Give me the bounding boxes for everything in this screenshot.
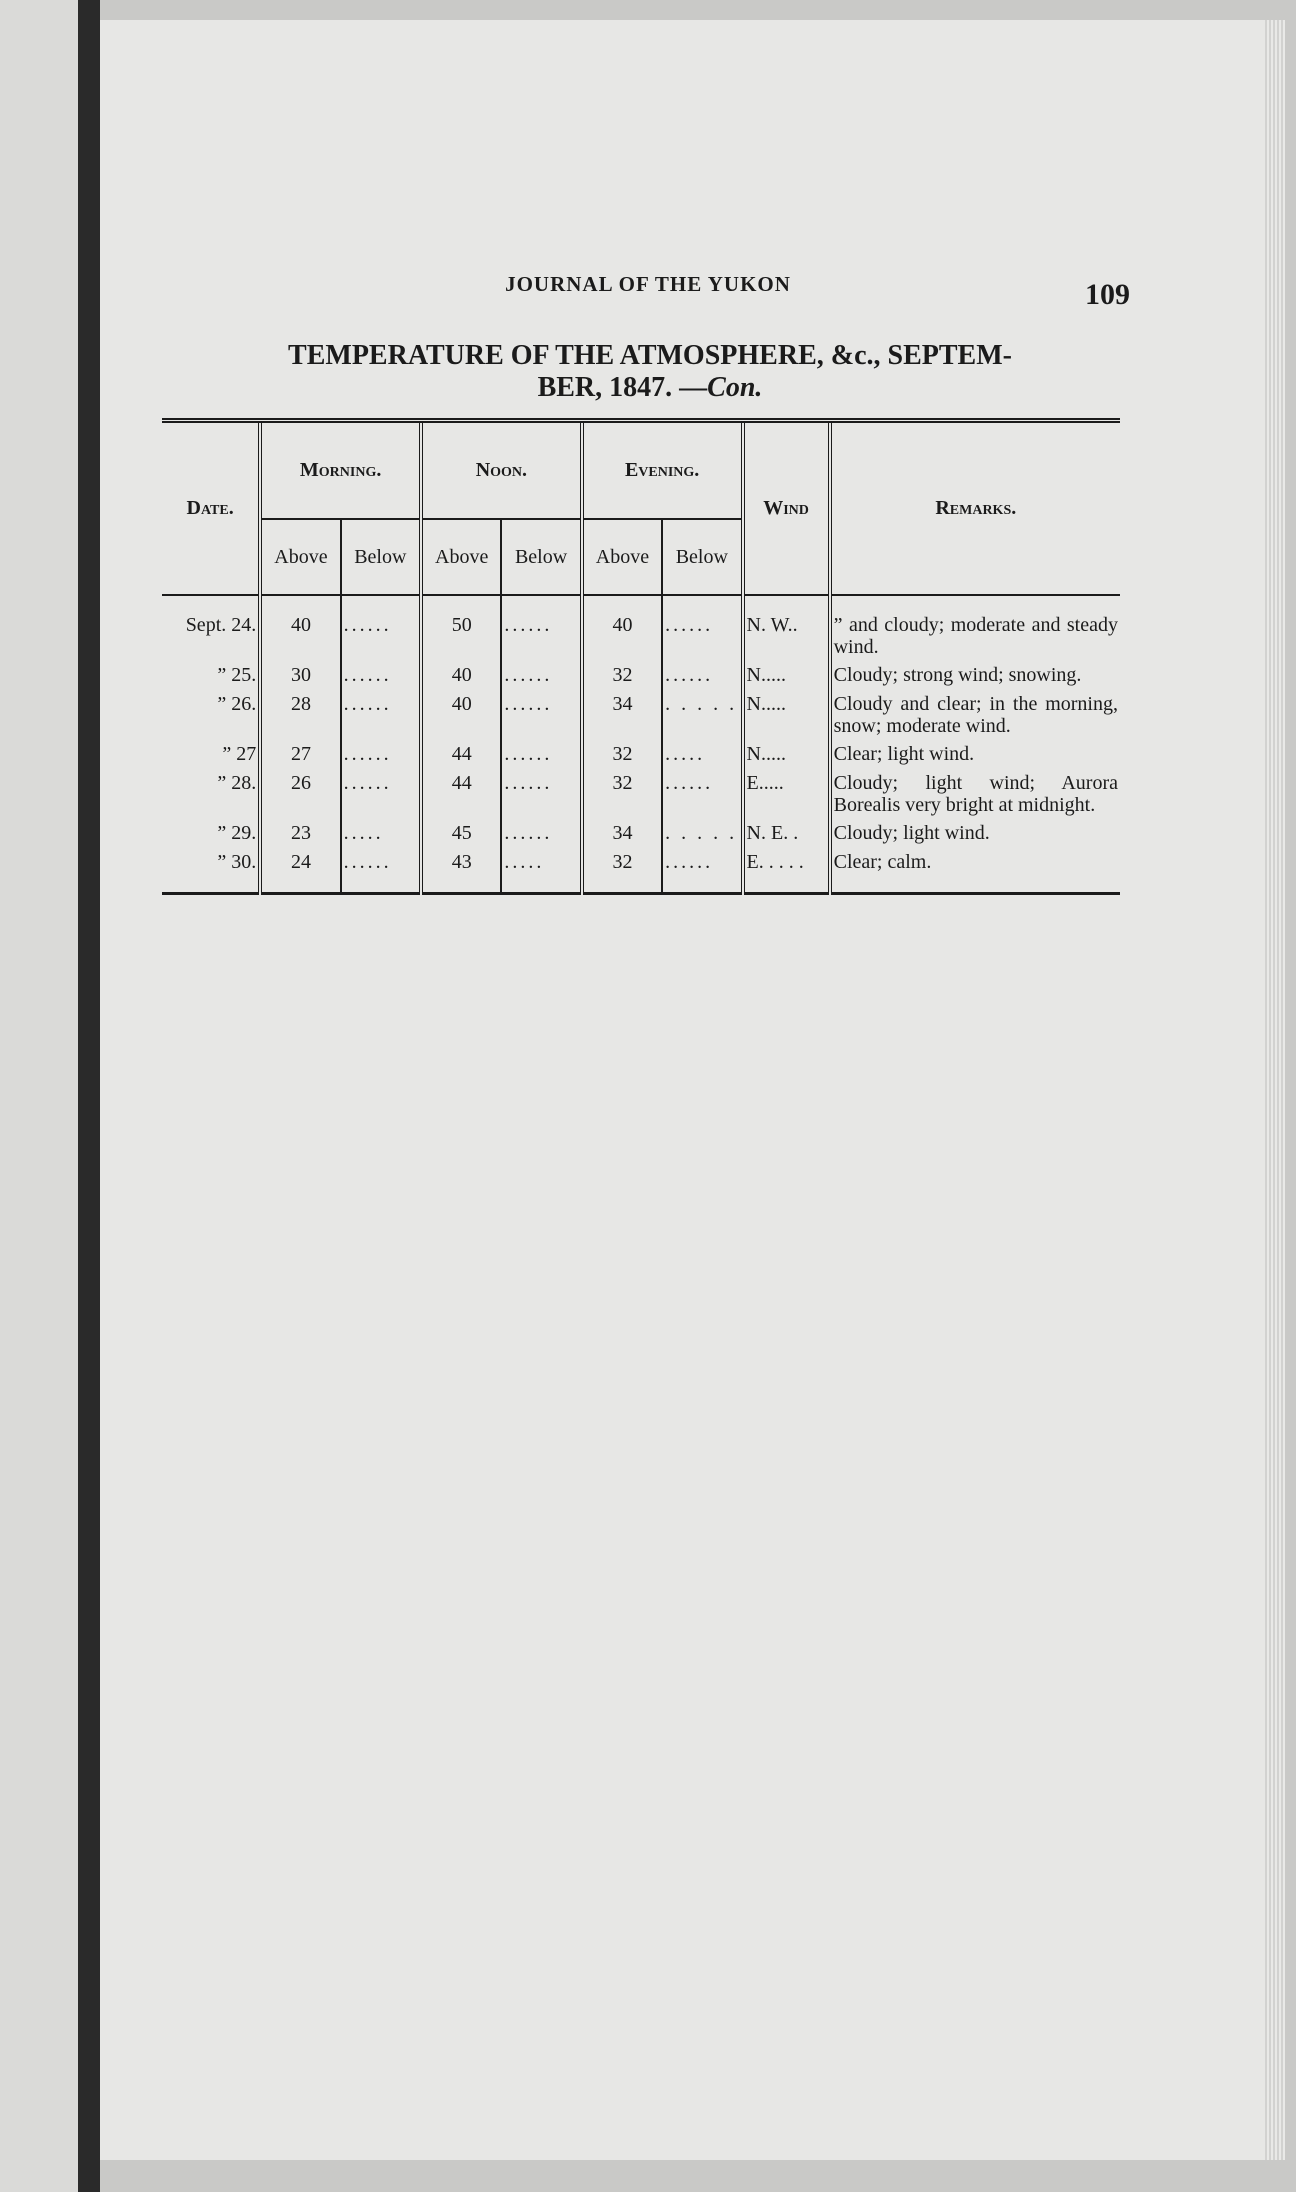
evening-below: ..... — [662, 743, 742, 772]
row-wind: N. E. . — [743, 822, 830, 851]
row-wind: E. . . . . — [743, 851, 830, 880]
morning-below: ...... — [341, 693, 421, 743]
row-remarks: Cloudy; strong wind; snowing. — [833, 664, 1082, 686]
row-wind: N..... — [743, 743, 830, 772]
evening-above: 32 — [582, 851, 662, 880]
morning-below: ...... — [341, 743, 421, 772]
table-row — [162, 693, 1120, 743]
evening-below: . . . . . — [662, 822, 742, 851]
header-noon: Noon. — [421, 421, 582, 520]
noon-below: ...... — [501, 822, 581, 851]
page-number: 109 — [1085, 278, 1130, 311]
evening-below: . . . . . — [662, 693, 742, 743]
noon-above: 40 — [421, 693, 501, 743]
header-morning-above: Above — [260, 519, 340, 594]
header-morning-below: Below — [341, 519, 421, 594]
row-remarks: Cloudy; light wind; Aurora Borealis very bright at midnight. — [833, 772, 1118, 816]
row-remarks: Cloudy and clear; in the morning, snow; moderate wind. — [833, 693, 1118, 737]
evening-below: ...... — [662, 772, 742, 822]
row-date: Sept. 24. — [162, 614, 260, 664]
evening-above: 32 — [582, 772, 662, 822]
table-row — [162, 822, 1120, 851]
noon-above: 44 — [421, 772, 501, 822]
morning-above: 24 — [260, 851, 340, 880]
evening-above: 40 — [582, 614, 662, 664]
temperature-table — [162, 418, 1120, 895]
noon-above: 43 — [421, 851, 501, 880]
noon-below: ..... — [501, 851, 581, 880]
row-wind: N..... — [743, 664, 830, 693]
evening-above: 32 — [582, 664, 662, 693]
table-row — [162, 851, 1120, 880]
row-wind: N..... — [743, 693, 830, 743]
morning-above: 26 — [260, 772, 340, 822]
header-evening-above: Above — [582, 519, 662, 594]
morning-above: 40 — [260, 614, 340, 664]
evening-above: 32 — [582, 743, 662, 772]
evening-below: ...... — [662, 664, 742, 693]
evening-above: 34 — [582, 822, 662, 851]
title-line-2-text: BER, 1847. — — [537, 372, 708, 403]
title-line-2 — [200, 372, 1100, 404]
header-noon-above: Above — [421, 519, 501, 594]
header-date: Date. — [162, 421, 260, 595]
header-remarks: Remarks. — [935, 497, 1017, 519]
noon-below: ...... — [501, 664, 581, 693]
morning-above: 23 — [260, 822, 340, 851]
header-noon-below: Below — [501, 519, 581, 594]
header-wind: Wind — [743, 421, 830, 595]
noon-above: 50 — [421, 614, 501, 664]
page-stack-edge — [1265, 20, 1285, 2160]
evening-below: ...... — [662, 851, 742, 880]
noon-below: ...... — [501, 743, 581, 772]
noon-below: ...... — [501, 772, 581, 822]
morning-above: 27 — [260, 743, 340, 772]
facing-page-edge — [0, 0, 78, 2192]
table-title — [200, 340, 1100, 404]
morning-below: ...... — [341, 664, 421, 693]
title-continued: Con. — [707, 372, 763, 403]
table-row — [162, 614, 1120, 664]
row-date: ” 28. — [162, 772, 260, 822]
morning-above: 30 — [260, 664, 340, 693]
noon-below: ...... — [501, 614, 581, 664]
title-line-1: TEMPERATURE OF THE ATMOSPHERE, &c., SEPTEM- — [288, 340, 1012, 371]
row-remarks: ” and cloudy; moderate and steady wind. — [833, 614, 1118, 658]
table-row — [162, 772, 1120, 822]
table-row — [162, 664, 1120, 693]
morning-below: ...... — [341, 772, 421, 822]
noon-below: ...... — [501, 693, 581, 743]
row-date: ” 30. — [162, 851, 260, 880]
row-date: ” 25. — [162, 664, 260, 693]
evening-below: ...... — [662, 614, 742, 664]
noon-above: 40 — [421, 664, 501, 693]
evening-above: 34 — [582, 693, 662, 743]
noon-above: 44 — [421, 743, 501, 772]
row-remarks: Clear; light wind. — [833, 743, 975, 765]
running-head: JOURNAL OF THE YUKON — [505, 272, 791, 296]
row-date: ” 29. — [162, 822, 260, 851]
morning-above: 28 — [260, 693, 340, 743]
row-date: ” 27 — [162, 743, 260, 772]
row-date: ” 26. — [162, 693, 260, 743]
header-evening-below: Below — [662, 519, 742, 594]
morning-below: ...... — [341, 851, 421, 880]
header-morning: Morning. — [260, 421, 421, 520]
row-wind: N. W.. — [743, 614, 830, 664]
header-evening: Evening. — [582, 421, 743, 520]
row-wind: E..... — [743, 772, 830, 822]
morning-below: ..... — [341, 822, 421, 851]
row-remarks: Clear; calm. — [833, 851, 932, 873]
row-remarks: Cloudy; light wind. — [833, 822, 990, 844]
table-row — [162, 743, 1120, 772]
book-gutter — [78, 0, 100, 2192]
book-page — [100, 20, 1285, 2160]
noon-above: 45 — [421, 822, 501, 851]
morning-below: ...... — [341, 614, 421, 664]
